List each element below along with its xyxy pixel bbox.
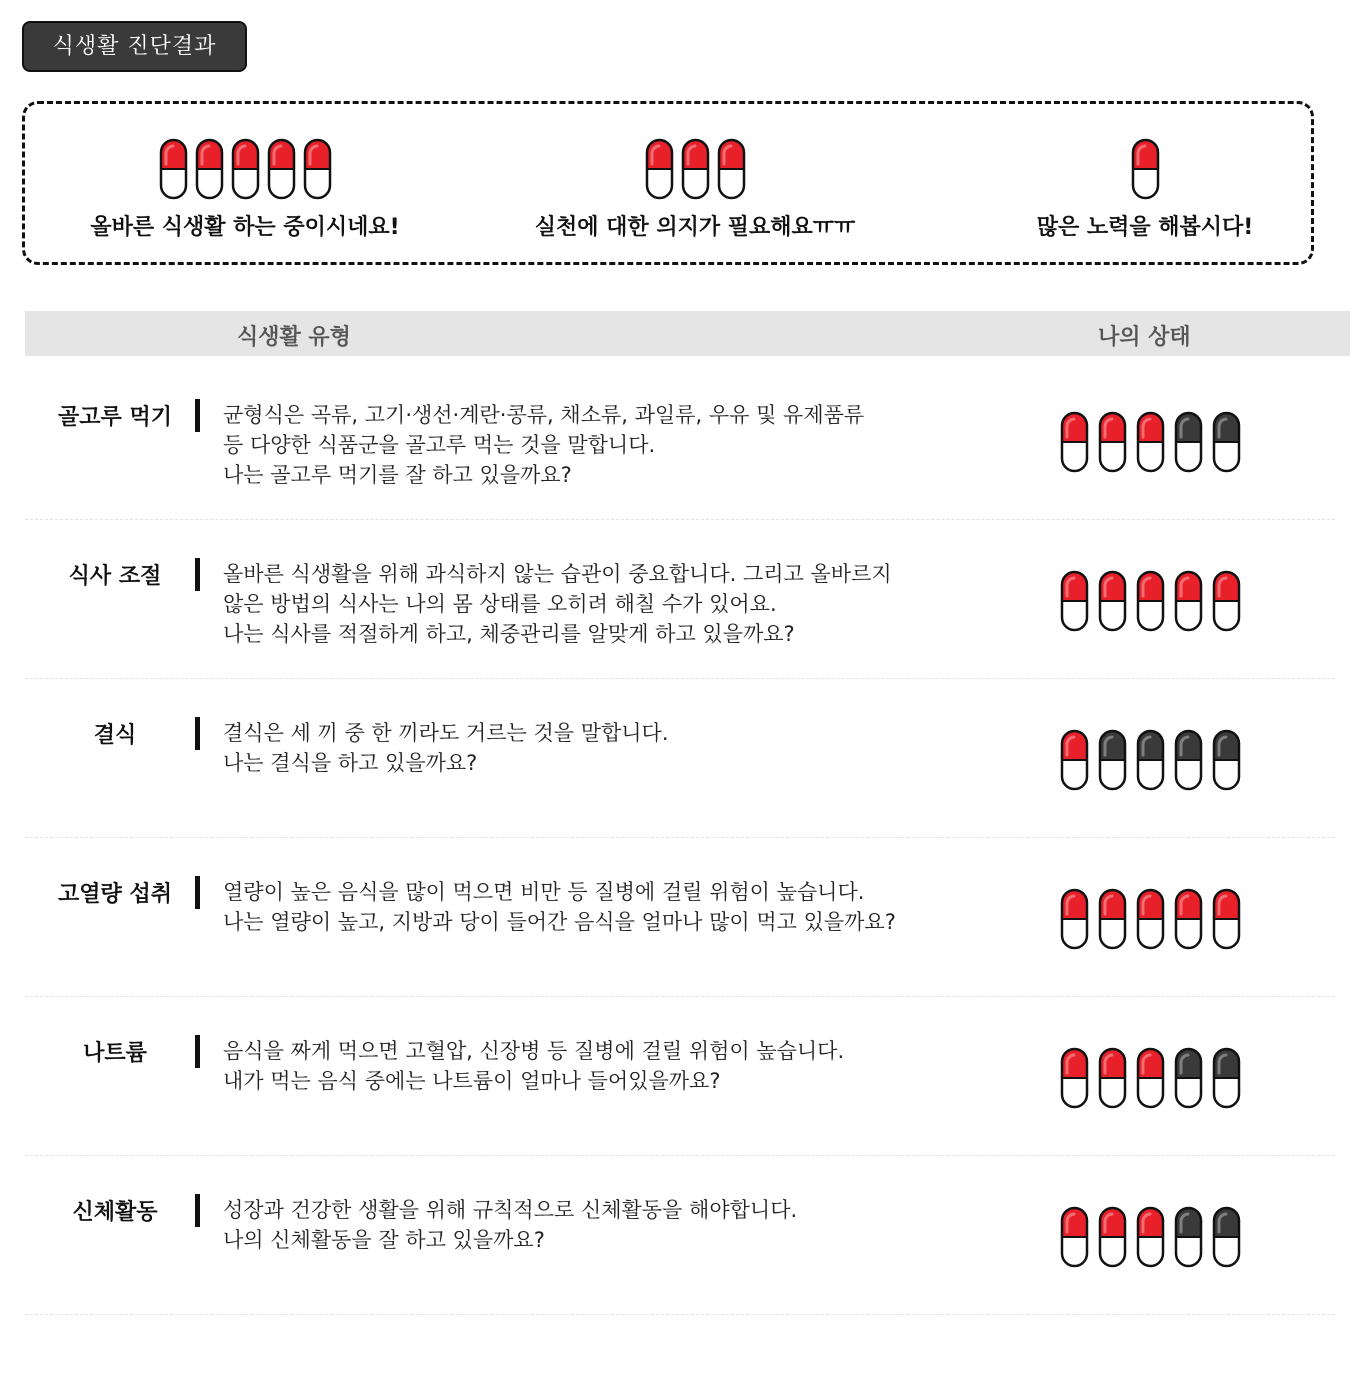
row-description (223, 559, 943, 649)
description-line: 나는 결식을 하고 있을까요? (223, 751, 478, 775)
row-description (223, 1195, 943, 1255)
legend-label: 많은 노력을 해봅시다! (1036, 215, 1254, 240)
pill-filled-icon (1098, 1047, 1127, 1109)
row-divider-bar (195, 558, 200, 591)
row-category: 식사 조절 (68, 564, 162, 589)
pill-filled-icon (1174, 570, 1203, 632)
column-header-type: 식생활 유형 (237, 325, 351, 350)
pill-empty-icon (1212, 411, 1241, 473)
description-line: 않은 방법의 식사는 나의 몸 상태를 오히려 해칠 수가 있어요. (223, 592, 777, 616)
status-pill-rating (1060, 411, 1241, 473)
pill-filled-icon (159, 138, 188, 200)
pill-empty-icon (1174, 729, 1203, 791)
pill-empty-icon (1174, 411, 1203, 473)
row-category: 신체활동 (72, 1200, 158, 1225)
row-description (223, 1036, 943, 1096)
description-line: 균형식은 곡류, 고기·생선·계란·콩류, 채소류, 과일류, 우유 및 유제품류 (223, 403, 865, 427)
pill-filled-icon (1136, 1047, 1165, 1109)
pill-filled-icon (717, 138, 746, 200)
row-divider-bar (195, 399, 200, 432)
status-pill-rating (1060, 729, 1241, 791)
legend-item-needs-effort (505, 138, 885, 241)
row-category: 결식 (93, 723, 137, 748)
pill-empty-icon (1212, 1047, 1241, 1109)
pill-empty-icon (1174, 1047, 1203, 1109)
description-line: 성장과 건강한 생활을 위해 규칙적으로 신체활동을 해야합니다. (223, 1198, 798, 1222)
description-line: 열량이 높은 음식을 많이 먹으면 비만 등 질병에 걸릴 위험이 높습니다. (223, 880, 865, 904)
legend-pill-group (1015, 138, 1275, 200)
table-row (25, 520, 1335, 679)
pill-filled-icon (1136, 1206, 1165, 1268)
legend-label: 실천에 대한 의지가 필요해요ㅠㅠ (534, 215, 856, 240)
legend-item-excellent (65, 138, 425, 241)
row-divider-bar (195, 1194, 200, 1227)
pill-filled-icon (1060, 729, 1089, 791)
row-category: 골고루 먹기 (58, 405, 172, 430)
pill-filled-icon (1131, 138, 1160, 200)
legend-pill-group (505, 138, 885, 200)
row-description (223, 400, 943, 490)
status-pill-rating (1060, 888, 1241, 950)
table-row (25, 1156, 1335, 1315)
pill-filled-icon (1060, 1206, 1089, 1268)
table-row (25, 361, 1335, 520)
status-pill-rating (1060, 1206, 1241, 1268)
page-title: 식생활 진단결과 (22, 21, 247, 72)
description-line: 나의 신체활동을 잘 하고 있을까요? (223, 1228, 545, 1252)
pill-empty-icon (1212, 1206, 1241, 1268)
column-header-status: 나의 상태 (1098, 325, 1191, 350)
description-line: 결식은 세 끼 중 한 끼라도 거르는 것을 말합니다. (223, 721, 669, 745)
legend-pill-group (65, 138, 425, 200)
row-separator (25, 1314, 1335, 1315)
pill-filled-icon (267, 138, 296, 200)
pill-filled-icon (1212, 570, 1241, 632)
pill-filled-icon (1098, 888, 1127, 950)
row-divider-bar (195, 876, 200, 909)
pill-filled-icon (1212, 888, 1241, 950)
pill-filled-icon (1098, 411, 1127, 473)
row-divider-bar (195, 717, 200, 750)
row-category: 나트륨 (83, 1041, 147, 1066)
legend-box (22, 101, 1314, 265)
status-pill-rating (1060, 1047, 1241, 1109)
table-row (25, 679, 1335, 838)
table-row (25, 997, 1335, 1156)
table-header (25, 311, 1350, 356)
pill-filled-icon (1136, 888, 1165, 950)
pill-filled-icon (1060, 411, 1089, 473)
pill-empty-icon (1212, 729, 1241, 791)
row-divider-bar (195, 1035, 200, 1068)
pill-filled-icon (303, 138, 332, 200)
pill-filled-icon (1060, 888, 1089, 950)
pill-filled-icon (1136, 570, 1165, 632)
status-pill-rating (1060, 570, 1241, 632)
description-line: 음식을 짜게 먹으면 고혈압, 신장병 등 질병에 걸릴 위험이 높습니다. (223, 1039, 845, 1063)
row-category: 고열량 섭취 (58, 882, 172, 907)
pill-filled-icon (681, 138, 710, 200)
pill-empty-icon (1136, 729, 1165, 791)
pill-empty-icon (1098, 729, 1127, 791)
pill-filled-icon (645, 138, 674, 200)
pill-filled-icon (1060, 1047, 1089, 1109)
table-row (25, 838, 1335, 997)
pill-filled-icon (1136, 411, 1165, 473)
description-line: 나는 식사를 적절하게 하고, 체중관리를 알맞게 하고 있을까요? (223, 622, 795, 646)
row-description (223, 718, 943, 778)
pill-filled-icon (1098, 570, 1127, 632)
description-line: 나는 골고루 먹기를 잘 하고 있을까요? (223, 463, 572, 487)
pill-filled-icon (1174, 888, 1203, 950)
description-line: 나는 열량이 높고, 지방과 당이 들어간 음식을 얼마나 많이 먹고 있을까요? (223, 910, 896, 934)
pill-filled-icon (195, 138, 224, 200)
pill-filled-icon (1098, 1206, 1127, 1268)
row-description (223, 877, 943, 937)
description-line: 올바른 식생활을 위해 과식하지 않는 습관이 중요합니다. 그리고 올바르지 (223, 562, 892, 586)
pill-filled-icon (1060, 570, 1089, 632)
description-line: 내가 먹는 음식 중에는 나트륨이 얼마나 들어있을까요? (223, 1069, 721, 1093)
legend-label: 올바른 식생활 하는 중이시네요! (90, 215, 400, 240)
pill-filled-icon (231, 138, 260, 200)
description-line: 등 다양한 식품군을 골고루 먹는 것을 말합니다. (223, 433, 656, 457)
legend-item-poor (1015, 138, 1275, 241)
pill-empty-icon (1174, 1206, 1203, 1268)
